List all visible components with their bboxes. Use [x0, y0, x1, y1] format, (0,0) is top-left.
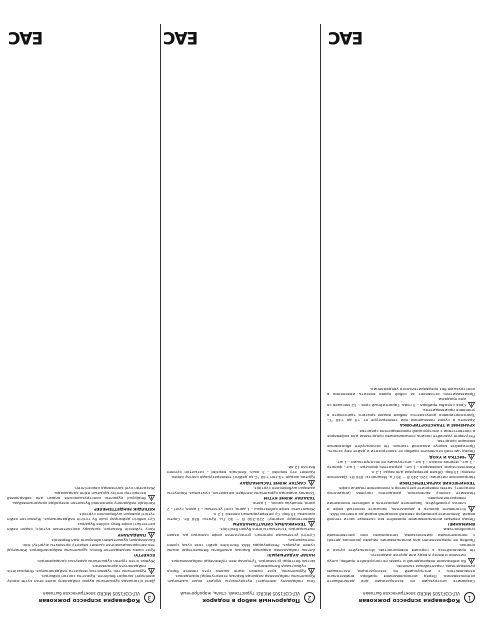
paragraph: Напряжение питания: 220–240 В ~ 50 Гц. Мощность: 850 Вт. Давление помпы: 15 бар. Объем резервуара для воды: 1,2 л. [327, 470, 475, 481]
warning-icon [468, 556, 475, 563]
paragraph [327, 496, 475, 512]
paragraph-text: Установите фильтр в держатель, засыпьте молотый кофе и слегка утрамбуйте. Закрепите держатель в рабочем положении поворотом вправо. [327, 496, 466, 512]
paragraph [327, 553, 475, 563]
paragraph: Сүзгіні ұстағышқа орнатып, ұнтақталған кофе салыңыз да, аздап нығыздаңыз. Ұстағышты оңға бұрап бекітіңіз. [167, 527, 315, 538]
column-1 [327, 15, 475, 603]
column-subtitle: VLT-COF1505 MICRO электрическая бытовая [43, 591, 140, 596]
paragraph: Производитель оставляет за собой право вносить изменения в конструкцию без предварительного уведомления. [327, 386, 475, 398]
warning-icon [308, 567, 315, 574]
paragraph: Перед первым использованием промойте все съемные части теплой водой. Заполните резервуар свежей холодной водой до отметки MAX. [327, 511, 475, 523]
paragraph: Қуат сымы зақымдалған болса, құрылғыны пайдаланбаңыз. Жөндеуді тек авторизацияланған қызмет көрсету орталығы жүргізуі тиіс. [7, 543, 155, 554]
paragraph-text: Құрылғыны тек тұрмыстық мақсатта пайдаланыңыз. Өнеркәсіптік пайдалануға арналмаған. [7, 563, 146, 575]
paragraph: Қызмет ету мерзімі – 3 жыл. Кепілдік мерзімі – сатылған күннен бастап 12 ай. [167, 465, 315, 476]
paragraph: Кепілдік пайдалану ережелері бұзылған жағдайда қолданылмайды. [11, 501, 155, 507]
warning-icon [468, 452, 475, 459]
paragraph: Нажмите кнопку включения, дождитесь нагрева (индикатор погаснет), затем поверните регулятор в положение подачи кофе. [327, 485, 475, 497]
paragraph [167, 480, 315, 485]
paragraph [7, 491, 155, 501]
paragraph: ХРАНЕНИЕ И ТРАНСПОРТИРОВКА [399, 423, 475, 429]
paragraph: НАЗАР АУДАРЫҢЫЗ! [267, 553, 315, 559]
paragraph [327, 454, 475, 459]
paragraph: Құрғақ жерде +5-тен +40 °С-қа дейінгі температурада сақтау керек. [170, 475, 315, 481]
paragraph: Сүт көбігін дайындау үшін бу түтігін пайдаланыңыз. Жұмыстан кейін түтікті дымқыл шүберекпен сүртіңіз. [7, 511, 155, 523]
column-3 [7, 15, 155, 603]
column-divider [320, 24, 321, 609]
warning-icon [468, 400, 475, 407]
paragraph: Тазалау алдында құрылғыны желіден ажыратып, суытыңыз. Корпусты дымқыл шүберекпен сүртіңіз. [167, 485, 315, 497]
eac-mark: EAC [163, 27, 199, 47]
warning-icon [148, 494, 155, 501]
paragraph-text: ТЕХНИКАЛЫҚ СИПАТТАМАЛАРЫ [232, 522, 306, 528]
column-body [167, 465, 315, 585]
paragraph: Қоректендіру кернеуі: 220–240 В ~ 50 Гц. Қуаты: 850 Вт. Сорғы қысымы: 15 бар. Су резервуарының көлемі: 1,2 л. [167, 511, 315, 523]
eac-mark: EAC [8, 27, 44, 47]
paragraph: Жұмыс істеп тұрған құрылғыны қараусыз қалдырмаңыз. [36, 558, 155, 564]
column-number: 2 [304, 592, 315, 603]
paragraph: Балалардың құрылғымен ойнауына жол бермеңіз. [50, 537, 155, 543]
paragraph [7, 564, 155, 574]
eac-mark: EAC [328, 27, 364, 47]
warning-icon [308, 520, 315, 527]
column-title: Подарочный набор в подарок [202, 597, 300, 603]
paragraph-text: САҚТАУ ЖӘНЕ ТАСЫМАЛДАУ [239, 480, 306, 486]
column-number: 3 [144, 592, 155, 603]
paragraph: ВНИМАНИЕ! [447, 522, 475, 528]
paragraph: Ыстық беттерді ұстамаңыз. Тұтқалар мен түймелерді пайдаланыңыз. [170, 558, 315, 564]
paragraph: Қосу түймесін басыңыз, қыздыру аяқталғанын күтіңіз, содан кейін реттегішті кофе беру күйіне бұраңыз. [7, 522, 155, 533]
column-title: Кофеварка эспрессо рожковая [38, 597, 140, 603]
column-title: Кофеварка эспрессо рожковая [358, 597, 460, 603]
warning-icon [468, 504, 475, 511]
column-subtitle: VLT-COF1505 MICRO электрическая бытовая [363, 591, 460, 596]
column-number: 1 [464, 592, 475, 603]
paragraph: Не прикасайтесь к горячим поверхностям. Используйте ручки и кнопки. [327, 543, 475, 554]
paragraph-text: ЧИСТКА И УХОД [429, 454, 466, 460]
column-header [7, 591, 155, 604]
paragraph: Осы пайдалану жөніндегі нұсқаулықты мұқият оқып шығыңыз. Құрылғыны пайдаланар алдында барлық ескертулерді орындаңыз. [167, 574, 315, 585]
paragraph: Жиынтығы: кофе қайнатқыш – 1 дана, сүзгі ұстағыш – 1 дана, сүзгі – 2 дана, өлшеуіш қасық – 1 дана. [167, 501, 315, 512]
paragraph-text: Во избежание повреждений и травм не погружайте прибор, шнур питания и вилку в воду или другие жидкости. [327, 553, 466, 564]
column-body [7, 486, 155, 585]
warning-icon [308, 478, 315, 485]
paragraph [167, 564, 315, 574]
paragraph: Прибор не предназначен для использования лицами (включая детей) с пониженными физическими, сенсорными или умственными способностями. [327, 527, 475, 543]
paragraph [7, 532, 155, 537]
paragraph: ТЕХНИЧЕСКИЕ ХАРАКТЕРИСТИКИ [399, 480, 475, 486]
warning-icon [148, 567, 155, 574]
paragraph: Жасалған күні қаптамада көрсетілген. [74, 485, 155, 491]
column-2 [163, 15, 315, 603]
warning-icon [148, 530, 155, 537]
column-divider [160, 24, 161, 609]
paragraph-text: Срок службы прибора – 3 года. Гарантийный срок – 12 месяцев со дня продажи. [327, 397, 466, 408]
column-header [167, 591, 315, 604]
paragraph: Сохраните инструкцию по эксплуатации для дальнейшего использования. Перед использованием прибора внимательно ознакомьтесь с инструкцией по эксплуатации, настоящим руководством, гарантийным талоном. [327, 563, 475, 585]
paragraph: ТАЗАЛАУ ЖӘНЕ КҮТІМ [263, 496, 315, 502]
paragraph-text: Құрылғыны, қуат сымын және ашаны суға немесе басқа сұйықтыққа батырмаңыз. [167, 563, 306, 575]
paragraph: ЕСКЕРТУ! [133, 553, 155, 559]
paragraph: Хранить в сухом помещении при температуре от +5 до +40 °С. Транспортировка допускается любым видом крытого транспорта в упаковке производителя. [327, 407, 475, 424]
paragraph: Алғаш пайдаланар алдында барлық алынбалы бөлшектерді жылы сумен жуыңыз. Резервуарды MAX белгісіне дейін таза суық сумен толтырыңыз. [167, 537, 315, 554]
paragraph: Перед чисткой отключите прибор от электросети и дайте ему остыть. Протирайте корпус влажной тканью. Не используйте абразивные моющие средства. [327, 439, 475, 455]
paragraph-text: ПАЙДАЛАНУ [117, 532, 146, 538]
paragraph-text: Өндіруші құрылғы конструкциясына алдын ала хабарламай өзгерістер енгізу құқығын өзіне қалдырады. [7, 491, 146, 502]
paragraph [327, 397, 475, 407]
column-header [327, 591, 475, 604]
paragraph [167, 522, 315, 527]
paragraph: Регулярно удаляйте накипь специальными средствами для кофеварок в соответствии с инструкцией производителя средства. [327, 428, 475, 439]
paragraph: КЕПІЛДІК МІНДЕТТЕМЕЛЕР [93, 506, 155, 512]
paragraph: Дана кітапшада құрылғыны дұрыс пайдалану және оған күтім жасау жөніндегі ақпарат берілген. Құжатты сақтап қойыңыз. [7, 574, 155, 585]
column-body [327, 387, 475, 585]
column-subtitle: VLT-COF1505 MICRO: туристский, стиль, жаропрочный [180, 591, 300, 596]
paragraph: Комплектация: кофеварка – 1 шт., держатель фильтра – 1 шт., фильтр – 2 шт., мерная ложка – 1 шт., инструкция по эксплуатации – 1 шт. [327, 459, 475, 471]
